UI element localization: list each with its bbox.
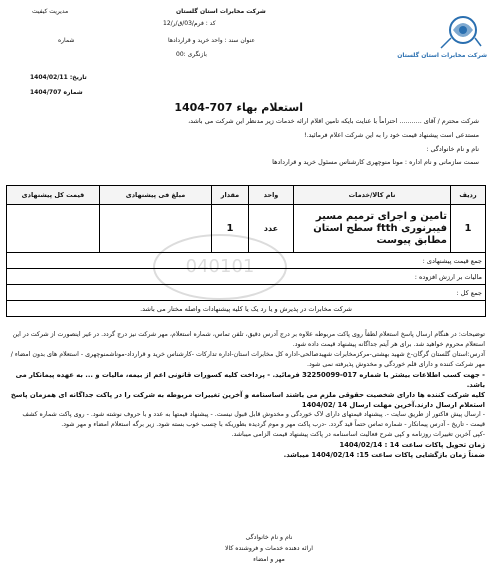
row-unit: عدد [249, 205, 294, 253]
logo-emblem-icon [411, 8, 487, 70]
row-number: 1 [451, 205, 486, 253]
items-table [6, 185, 486, 317]
number-line: شماره 1404/707 [30, 89, 83, 96]
date-line: تاریخ: 1404/02/11 [30, 74, 87, 81]
stamp-digits: 040101 [185, 256, 255, 277]
row-total-price[interactable] [7, 205, 100, 253]
col-qty: مقدار [212, 186, 249, 205]
signature-stamp: مهر و امضاء [253, 556, 285, 563]
company-logo [397, 8, 487, 70]
company-name: شرکت مخابرات استان گلستان [176, 8, 266, 15]
note-3: - جهت کسب اطلاعات بیشتر با شماره 017-32250099 فرمائید. - پرداخت کلیه کسورات قانونی اعم از بیمه، مالیات و ... به عهده پیمانکار می باشد. [15, 371, 485, 389]
signature-block [225, 532, 313, 565]
letter-line-1: شرکت محترم / آقای ........... احتراماً با عنایت بایکه تامین اقلام ارائه خدمات زیر مدنظر این شرکت می باشد، [188, 117, 479, 125]
note-8: ضمناً زمان بازگشایی پاکات ساعت 15: 1404/02/14 میباشد. [283, 451, 485, 459]
page-title: استعلام بهاء 707-1404 [174, 101, 303, 114]
col-unit: واحد [249, 186, 294, 205]
logo-text: شرکت مخابرات استان گلستان [397, 52, 487, 59]
table-footer-row [7, 301, 486, 317]
signature-name: نام و نام خانوادگی [245, 534, 293, 541]
row-offer-price[interactable] [100, 205, 212, 253]
vat-row [7, 269, 486, 285]
row-description: تامین و اجرای ترمیم مسیر فیبرنوری ftth سطح استان مطابق پیوست [294, 205, 451, 253]
table-footer-note: شرکت مخابرات در پذیرش و یا رد یک یا کلیه پیشنهادات واصله مختار می باشد. [7, 301, 486, 317]
note-5: - ارسال پیش فاکتور از طریق سایت -. پیشنهاد قیمتهای دارای لاک خوردگی و مخدوش قابل قبول نیست. - پیشنهاد قیمتها به عدد و با حروف نوشته شود. - روی پاکت شماره کشف قیمت - تاریخ - آدرس پیمانکار - شماره تماس حتماً قید گردد. -درب پاکت مهر و موم گردیده بطوریکه با چسب خوب بسته شود. زیر برگه استعلام امضاء و مهر شود. [22, 411, 485, 428]
col-total-price: قیمت کل پیشنهادی [7, 186, 100, 205]
table-header-row [7, 186, 486, 205]
sum-label: جمع قیمت پیشنهادی : [7, 253, 486, 269]
letter-line-4: سمت سازمانی و نام اداره : مونا منوچهری کارشناس مسئول خرید و قراردادها [272, 158, 479, 166]
col-row: ردیف [451, 186, 486, 205]
number-label: شماره [58, 37, 75, 44]
note-1: توضیحات: در هنگام ارسال پاسخ استعلام لطفاً روی پاکت مربوطه علاوه بر درج آدرس دقیق، تلفن تماس، شماره استعلام، مهر شرکت نیز درج گردد. در غیر اینصورت از شرکت در این استعلام محروم خواهید شد. برای هر آیتم جداگانه پیشنهاد قیمت داده شود. [12, 331, 485, 348]
signature-provider: ارائه دهنده خدمات و فروشنده کالا [224, 545, 313, 552]
row-qty: 1 [212, 205, 249, 253]
form-code: کد : فرم/03/ق/ر/12 [163, 20, 216, 27]
revision: بازنگری :00 [176, 51, 207, 58]
col-offer-price: مبلغ فی پیشنهادی [100, 186, 212, 205]
grand-total-row [7, 285, 486, 301]
grand-total-label: جمع کل : [7, 285, 486, 301]
document-title: عنوان سند : واحد خرید و قراردادها [168, 37, 255, 44]
note-6: -کپی آخرین تغییرات روزنامه و کپی شرح فعالیت اساسنامه در پاکت پیشنهاد قیمت الزامی میباشد. [231, 431, 485, 438]
letter-line-3: نام و نام خانوادگی : [426, 145, 479, 153]
note-4: کلیه شرکت کننده ها دارای شخصیت حقوقی ملزم می باشند اساسنامه و آخرین تغییرات مربوطه به شرکت را در پاکت جداگانه ای همزمان پاسخ استعلام ارسال دارند.آخرین مهلت ارسال 14 /1404/02 [10, 391, 485, 409]
table-row [7, 205, 486, 253]
letter-line-2: مستدعی است پیشنهاد قیمت خود را به این شرکت اعلام فرمائید.! [303, 131, 479, 139]
col-description: نام کالا/خدمات [294, 186, 451, 205]
note-2: آدرس:استان گلستان گرگان-خ شهید بهشتی-مرکزمخابرات شهیدصالحی-اداره کل مخابرات استان-اداره تدارکات -کارشناس خرید و قرارداد-موناشمنوچهری - استعلام های بدون امضاء / مهر شرکت کننده و دارای قلم خوردگی و مخدوش پذیرفته نمی شود. [10, 351, 485, 368]
quality-management: مدیریت کیفیت [32, 8, 69, 15]
notes-section [7, 330, 485, 460]
note-7: زمان تحویل پاکات ساعت 14 : 1404/02/14 [339, 441, 485, 449]
sum-row [7, 253, 486, 269]
vat-label: مالیات بر ارزش افزوده : [7, 269, 486, 285]
